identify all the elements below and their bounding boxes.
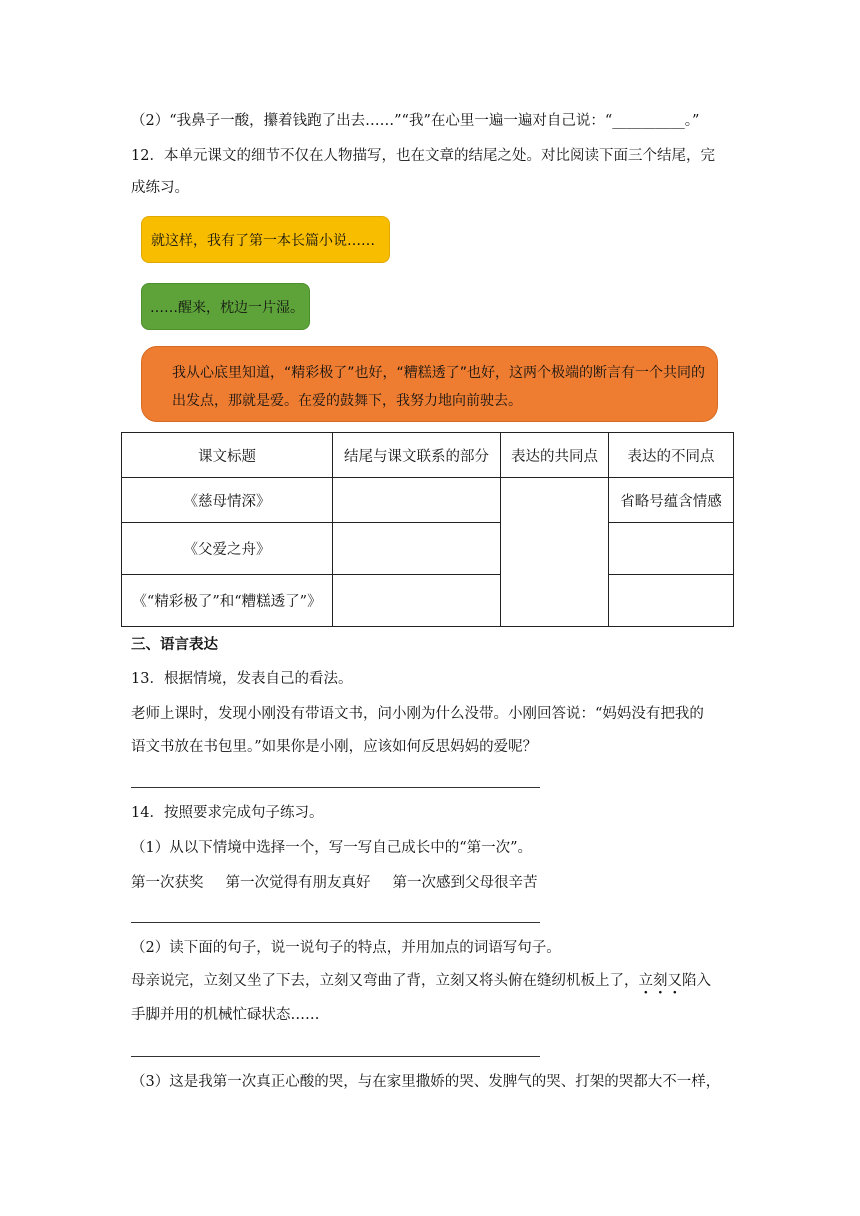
- table-cell-title: 《“精彩极了”和“糟糕透了”》: [122, 575, 333, 627]
- table-header-common: 表达的共同点: [501, 433, 609, 478]
- q11-sub2-text: （2）“我鼻子一酸，攥着钱跑了出去……”“我”在心里一遍一遍对自己说：“__________。”: [131, 113, 700, 129]
- section-heading: 三、语言表达: [131, 637, 218, 653]
- q13-context-line1: 老师上课时，发现小刚没有带语文书，问小刚为什么没带。小刚回答说：“妈妈没有把我的: [131, 706, 704, 722]
- ending-box-yellow: [141, 216, 390, 263]
- ending-box-green: [141, 283, 310, 330]
- ending-text-1: 就这样，我有了第一本长篇小说……: [151, 233, 375, 249]
- comparison-table: [121, 432, 734, 627]
- table-cell-part[interactable]: [333, 523, 501, 575]
- sentence-text: 母亲说完，立刻又坐了下去，立刻又弯曲了背，立刻又将头俯在缝纫机板上了，: [131, 973, 639, 989]
- q14-sub3: （3）这是我第一次真正心酸的哭，与在家里撒娇的哭、发脾气的哭、打架的哭都大不一样，: [131, 1074, 721, 1090]
- table-header-diff: 表达的不同点: [609, 433, 734, 478]
- ending-text-3: 我从心底里知道，“精彩极了”也好，“糟糕透了”也好，这两个极端的断言有一个共同的出发点，那就是爱。在爱的鼓舞下，我努力地向前驶去。: [172, 365, 706, 409]
- dotted-char: 立: [638, 973, 653, 989]
- q14-option-2: 第一次觉得有朋友真好: [225, 875, 371, 891]
- q12-prompt-line1: 12．本单元课文的细节不仅在人物描写，也在文章的结尾之处。对比阅读下面三个结尾，完: [131, 148, 715, 164]
- ending-box-orange: [141, 346, 718, 422]
- q13-title: 13．根据情境，发表自己的看法。: [131, 671, 353, 687]
- table-cell-title: 《父爱之舟》: [122, 523, 333, 575]
- table-cell-common[interactable]: [501, 478, 609, 627]
- q14-options: [131, 873, 538, 893]
- table-row: [122, 523, 734, 575]
- q13-context-line2: 语文书放在书包里。”如果你是小刚，应该如何反思妈妈的爱呢？: [131, 739, 538, 755]
- table-row: [122, 575, 734, 627]
- q14-sub2-sentence-line1: [131, 971, 711, 991]
- table-header-part: 结尾与课文联系的部分: [333, 433, 501, 478]
- table-cell-diff[interactable]: [609, 575, 734, 627]
- q14-option-1: 第一次获奖: [131, 875, 204, 891]
- q14-sub1-answer-line[interactable]: [131, 922, 540, 923]
- q14-sub2: （2）读下面的句子，说一说句子的特点，并用加点的词语写句子。: [131, 940, 561, 956]
- q14-sub2-answer-line[interactable]: [131, 1056, 540, 1057]
- q14-sub1: （1）从以下情境中选择一个，写一写自己成长中的“第一次”。: [131, 840, 533, 856]
- table-row: [122, 478, 734, 523]
- q14-title: 14．按照要求完成句子练习。: [131, 805, 324, 821]
- table-cell-diff: 省略号蕴含情感: [609, 478, 734, 523]
- table-cell-part[interactable]: [333, 478, 501, 523]
- dotted-char: 又: [667, 973, 682, 989]
- table-cell-diff[interactable]: [609, 523, 734, 575]
- sentence-text-end: 陷入: [682, 973, 711, 989]
- q13-answer-line[interactable]: [131, 787, 540, 788]
- table-header-title: 课文标题: [122, 433, 333, 478]
- dotted-char: 刻: [653, 973, 668, 989]
- q14-option-3: 第一次感到父母很辛苦: [392, 875, 538, 891]
- ending-text-2: ……醒来，枕边一片湿。: [150, 300, 304, 316]
- table-cell-part[interactable]: [333, 575, 501, 627]
- q12-prompt-line2: 成练习。: [131, 180, 189, 196]
- table-cell-title: 《慈母情深》: [122, 478, 333, 523]
- q14-sub2-sentence-line2: 手脚并用的机械忙碌状态……: [131, 1007, 320, 1023]
